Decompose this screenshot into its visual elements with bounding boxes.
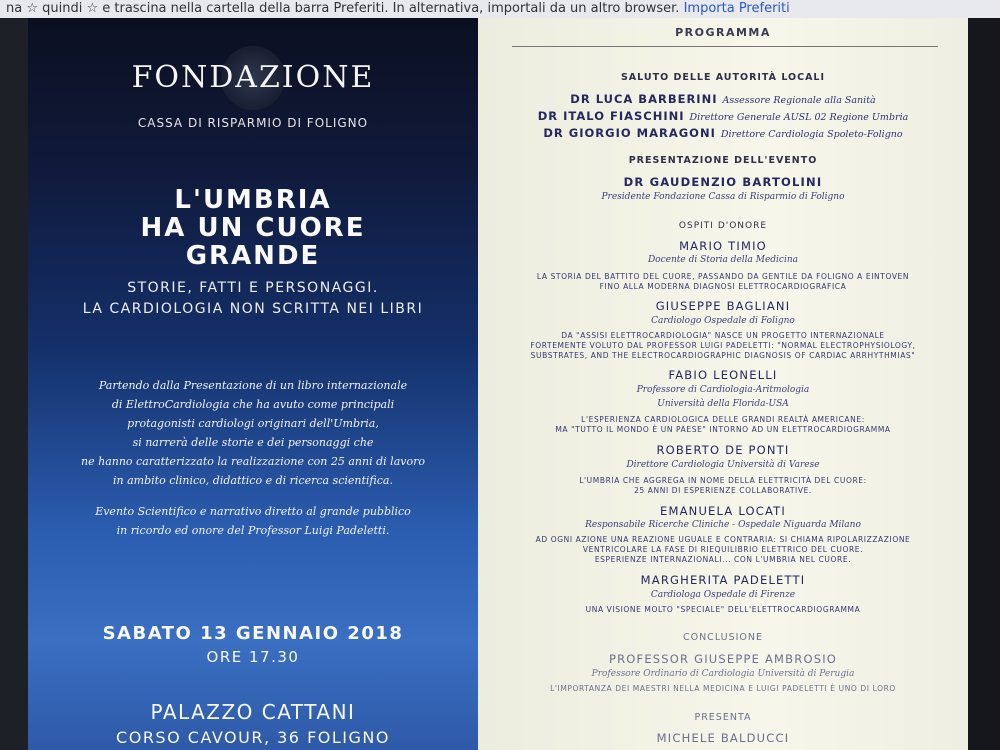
browser-hint-text: na ☆ quindi ☆ e trascina nella cartella della barra Preferiti. In alternativa, importali da un altro browser. (6, 1, 680, 16)
guest-talk (498, 476, 948, 496)
guest-name: GIUSEPPE BAGLIANI (655, 299, 791, 313)
guest-role: Cardiologa Ospedale di Firenze (650, 590, 796, 600)
guest-talk (498, 415, 948, 435)
event-venue: PALAZZO CATTANI (150, 700, 356, 724)
greetings-label: SALUTO DELLE AUTORITÀ LOCALI (620, 72, 826, 83)
guest-talk (498, 272, 948, 292)
guest-talk (498, 535, 948, 565)
guest-name: EMANUELA LOCATI (659, 504, 786, 518)
authority-role: Direttore Cardiologia Spoleto-Foligno (720, 129, 903, 140)
conclusion-label: CONCLUSIONE (682, 632, 764, 643)
monitor-frame-left (0, 18, 28, 750)
guests-label: OSPITI D'ONORE (678, 221, 768, 231)
guest-role: Docente di Storia della Medicina (647, 255, 799, 265)
authority-name: DR ITALO FIASCHINI (537, 109, 685, 123)
poster-panel (28, 18, 478, 750)
guest-name: ROBERTO DE PONTI (656, 443, 790, 457)
guest-role: Responsabile Ricerche Cliniche - Ospedale Niguarda Milano (585, 520, 861, 530)
talk-line: UNA VISIONE MOLTO "SPECIALE" DELL'ELETTROCARDIOGRAMMA (585, 605, 861, 614)
intro-line: in ambito clinico, didattico e di ricerca scientifica. (113, 474, 393, 487)
program-divider (512, 46, 938, 47)
guest-talk (498, 605, 948, 615)
poster-intro (68, 376, 438, 540)
intro-line: protagonisti cardiologi originari dell'Umbria, (127, 417, 379, 430)
intro-line: Partendo dalla Presentazione di un libro internazionale (98, 379, 408, 392)
presenter-role: Presidente Fondazione Cassa di Risparmio di Foligno (601, 192, 845, 202)
title-line: GRANDE (185, 241, 321, 271)
program-panel (478, 18, 968, 750)
intro-line: di ElettroCardiologia che ha avuto come principali (111, 398, 395, 411)
fondazione-logo (28, 42, 478, 132)
guest-name: MARIO TIMIO (679, 239, 767, 253)
intro-line: Evento Scientifico e narrativo diretto al grande pubblico (95, 505, 411, 518)
conclusion-name: PROFESSOR GIUSEPPE AMBROSIO (608, 652, 838, 666)
authority-name: DR GIORGIO MARAGONI (543, 126, 716, 140)
title-line: L'UMBRIA (174, 185, 332, 215)
host-label: PRESENTA (694, 712, 752, 723)
poster-title (28, 186, 478, 270)
presenter-name: DR GAUDENZIO BARTOLINI (623, 175, 823, 189)
event-date: SABATO 13 GENNAIO 2018 (102, 623, 404, 644)
intro-line: ne hanno caratterizzato la realizzazione con 25 anni di lavoro (81, 455, 425, 468)
browser-hint-bar (0, 0, 1000, 18)
talk-line: SUBSTRATES, AND THE ELECTROCARDIOGRAPHIC DIAGNOSIS OF CARDIAC ARRHYTHMIAS" (530, 351, 916, 360)
logo-title: FONDAZIONE (131, 60, 375, 95)
authority-name: DR LUCA BARBERINI (570, 92, 718, 106)
intro-spacer (68, 490, 438, 502)
presentation-label: PRESENTAZIONE DELL'EVENTO (628, 155, 818, 166)
guest-name: FABIO LEONELLI (668, 368, 778, 382)
talk-line: DA "ASSISI ELETTROCARDIOLOGIA" NASCE UN PROGETTO INTERNAZIONALE (561, 331, 885, 340)
subtitle-line: LA CARDIOLOGIA NON SCRITTA NEI LIBRI (82, 301, 424, 317)
event-time: ORE 17.30 (206, 648, 300, 666)
talk-line: L'ESPERIENZA CARDIOLOGICA DELLE GRANDI REALTÀ AMERICANE: (581, 415, 865, 424)
guest-role: Direttore Cardiologia Università di Varese (626, 460, 820, 470)
talk-line: VENTRICOLARE LA FASE DI RIEQUILIBRIO ELETTRICO DEL CUORE. (582, 545, 864, 554)
intro-line: si narrerà delle storie e dei personaggi che (132, 436, 374, 449)
talk-line: MA "TUTTO IL MONDO È UN PAESE" INTORNO AD UN ELETTROCARDIOGRAMMA (555, 425, 891, 434)
subtitle-line: STORIE, FATTI E PERSONAGGI. (127, 280, 379, 296)
event-address: CORSO CAVOUR, 36 FOLIGNO (116, 728, 390, 747)
guest-role: Università della Florida-USA (657, 399, 789, 409)
guest-talk (498, 331, 948, 361)
monitor-frame-right (968, 18, 1000, 750)
talk-line: LA STORIA DEL BATTITO DEL CUORE, PASSANDO DA GENTILE DA FOLIGNO A EINTOVEN (536, 272, 910, 281)
conclusion-talk: L'IMPORTANZA DEI MAESTRI NELLA MEDICINA E LUIGI PADELETTI È UNO DI LORO (550, 684, 896, 693)
poster-subtitle (28, 278, 478, 320)
authority-row (478, 92, 968, 106)
authority-row (478, 109, 968, 123)
intro-line: in ricordo ed onore del Professor Luigi Padeletti. (116, 524, 390, 537)
logo-subtitle: CASSA DI RISPARMIO DI FOLIGNO (137, 116, 369, 130)
talk-line: 25 ANNI DI ESPERIENZE COLLABORATIVE. (634, 486, 812, 495)
import-favorites-link[interactable]: Importa Preferiti (683, 1, 790, 16)
talk-line: FINO ALLA MODERNA DIAGNOSI ELETTROCARDIOGRAFICA (599, 282, 847, 291)
talk-line: FORTEMENTE VOLUTO DAL PROFESSOR LUIGI PADELETTI: "NORMAL ELECTROPHYSIOLOGY, (530, 341, 916, 350)
talk-line: L'UMBRIA CHE AGGREGA IN NOME DELLA ELETTRICITÀ DEL CUORE: (579, 476, 867, 485)
guest-role: Professore di Cardiologia-Aritmologia (636, 385, 810, 395)
title-line: HA UN CUORE (140, 213, 366, 243)
talk-line: ESPERIENZE INTERNAZIONALI... CON L'UMBRIA NEL CUORE. (594, 555, 852, 564)
guest-role: Cardiologo Ospedale di Foligno (651, 316, 795, 326)
talk-line: AD OGNI AZIONE UNA REAZIONE UGUALE E CONTRARIA: SI CHIAMA RIPOLARIZZAZIONE (535, 535, 911, 544)
program-heading: PROGRAMMA (675, 26, 771, 39)
conclusion-role: Professore Ordinario di Cardiologia Università di Perugia (591, 669, 855, 679)
host-name: MICHELE BALDUCCI (656, 731, 790, 745)
authority-role: Assessore Regionale alla Sanità (722, 95, 876, 106)
guest-name: MARGHERITA PADELETTI (640, 573, 806, 587)
authority-row (478, 126, 968, 140)
authority-role: Direttore Generale AUSL 02 Regione Umbria (689, 112, 909, 123)
